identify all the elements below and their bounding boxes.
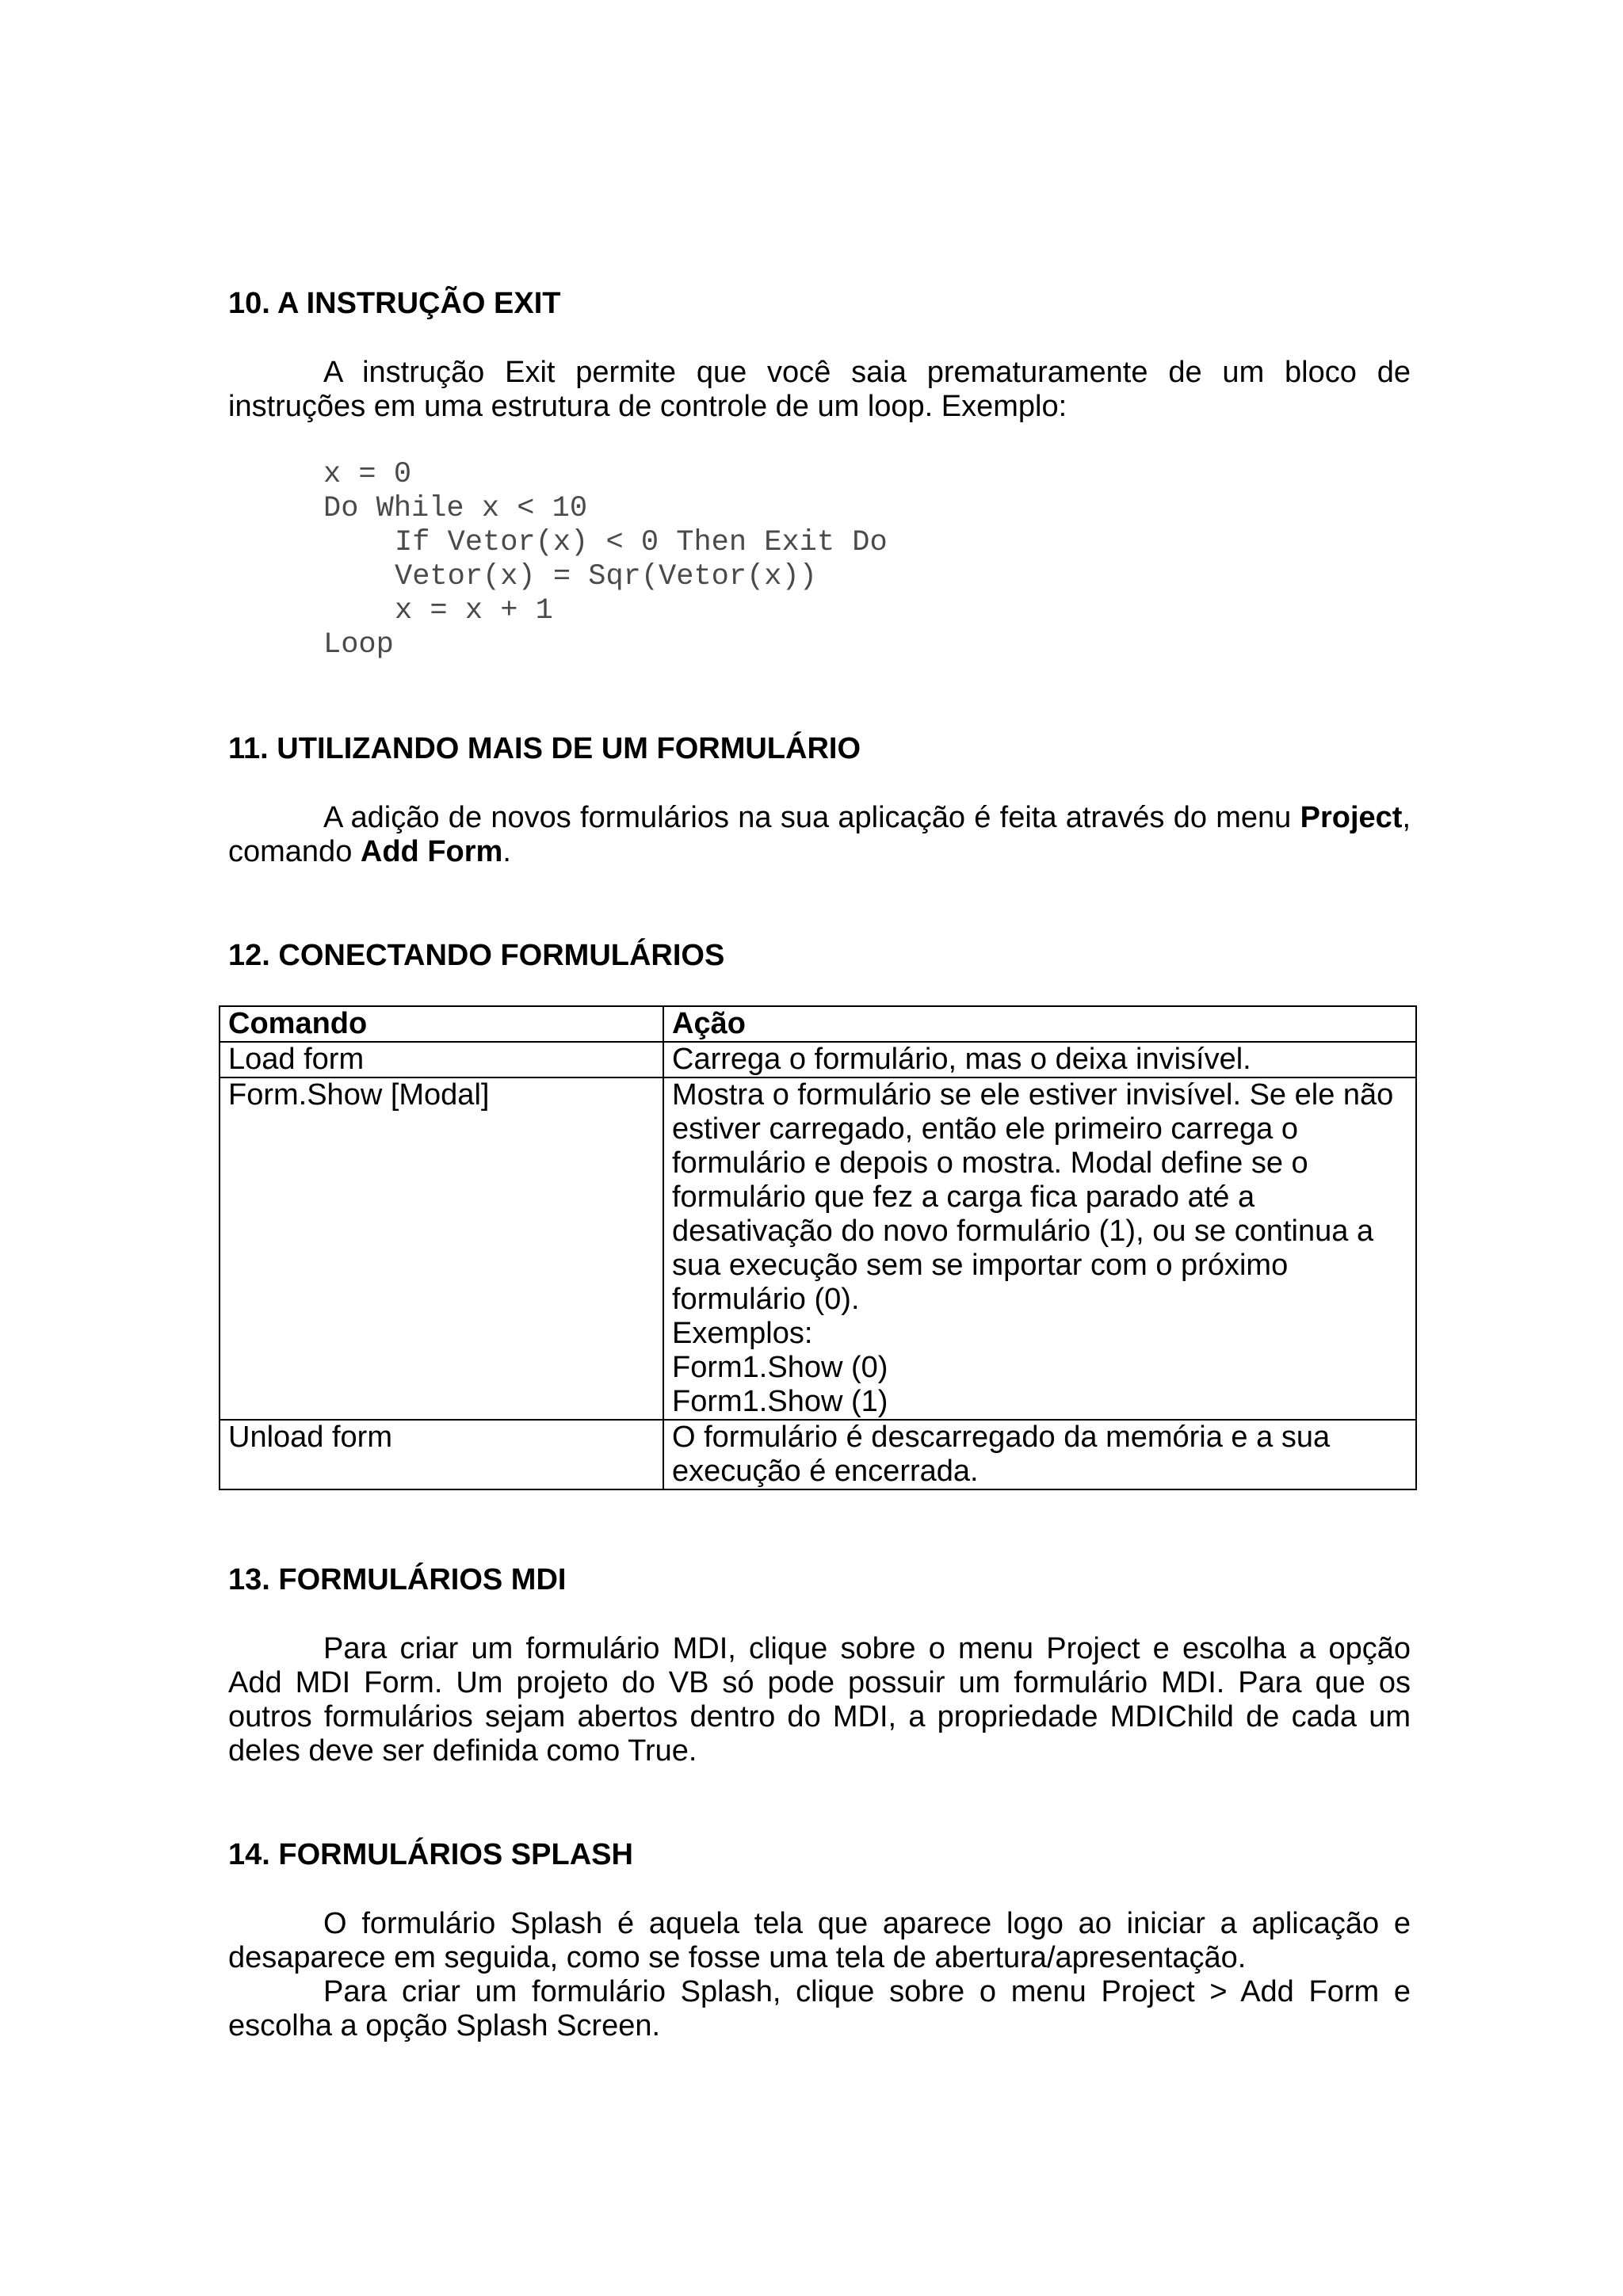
table-row xyxy=(220,1420,1416,1489)
examples-label: Exemplos: xyxy=(672,1317,813,1350)
table-header-row xyxy=(220,1006,1416,1042)
header-action: Ação xyxy=(663,1006,1416,1042)
section-12-title: 12. CONECTANDO FORMULÁRIOS xyxy=(228,939,725,972)
section-14-title: 14. FORMULÁRIOS SPLASH xyxy=(228,1838,633,1871)
table-row xyxy=(220,1042,1416,1077)
action-cell xyxy=(663,1077,1416,1420)
section-11-text-a: A adição de novos formulários na sua aplicação é feita através do menu xyxy=(323,801,1300,834)
section-10-paragraph: A instrução Exit permite que você saia prematuramente de um bloco de instruções em uma estrutura de controle de um loop. Exemplo: xyxy=(228,356,1411,423)
command-cell: Unload form xyxy=(220,1420,663,1489)
command-cell: Load form xyxy=(220,1042,663,1077)
code-line: Vetor(x) = Sqr(Vetor(x)) xyxy=(395,560,817,593)
add-form-label: Add Form xyxy=(360,835,503,868)
document-page xyxy=(228,285,1411,2043)
header-command: Comando xyxy=(220,1006,663,1042)
action-description: Mostra o formulário se ele estiver invisível. Se ele não estiver carregado, então ele primeiro carrega o formulário e depois o mostra. Modal define se o formulário que fez a carga fica parado até a desativação do novo formulário (1), ou se continua a sua execução sem se importar com o próximo formulário (0). xyxy=(672,1078,1394,1316)
code-line: Do While x < 10 xyxy=(323,492,588,525)
section-11-text-c: . xyxy=(502,835,511,868)
section-11-text-b: , comando xyxy=(228,801,1411,868)
table-row xyxy=(220,1077,1416,1420)
commands-table xyxy=(219,1005,1417,1490)
menu-project-label: Project xyxy=(1300,801,1403,834)
action-cell: O formulário é descarregado da memória e a sua execução é encerrada. xyxy=(663,1420,1416,1489)
command-cell: Form.Show [Modal] xyxy=(220,1077,663,1420)
section-10-title: 10. A INSTRUÇÃO EXIT xyxy=(228,287,561,320)
example-line: Form1.Show (0) xyxy=(672,1351,888,1384)
section-14-paragraph-1: O formulário Splash é aquela tela que aparece logo ao iniciar a aplicação e desaparece em seguida, como se fosse uma tela de abertura/apresentação. xyxy=(228,1907,1411,1974)
section-13-title: 13. FORMULÁRIOS MDI xyxy=(228,1563,567,1596)
section-13-paragraph: Para criar um formulário MDI, clique sobre o menu Project e escolha a opção Add MDI Form. Um projeto do VB só pode possuir um formulário MDI. Para que os outros formulários sejam abertos dentro do MDI, a propriedade MDIChild de cada um deles deve ser definida como True. xyxy=(228,1632,1411,1768)
code-block xyxy=(323,458,1411,662)
code-line: x = x + 1 xyxy=(395,594,553,627)
code-line: If Vetor(x) < 0 Then Exit Do xyxy=(395,526,888,559)
example-line: Form1.Show (1) xyxy=(672,1385,888,1418)
action-cell: Carrega o formulário, mas o deixa invisível. xyxy=(663,1042,1416,1077)
code-line: Loop xyxy=(323,628,394,662)
section-11-paragraph xyxy=(228,801,1411,869)
code-line: x = 0 xyxy=(323,458,412,491)
section-14-paragraph-2: Para criar um formulário Splash, clique sobre o menu Project > Add Form e escolha a opção Splash Screen. xyxy=(228,1975,1411,2042)
section-11-title: 11. UTILIZANDO MAIS DE UM FORMULÁRIO xyxy=(228,732,861,765)
